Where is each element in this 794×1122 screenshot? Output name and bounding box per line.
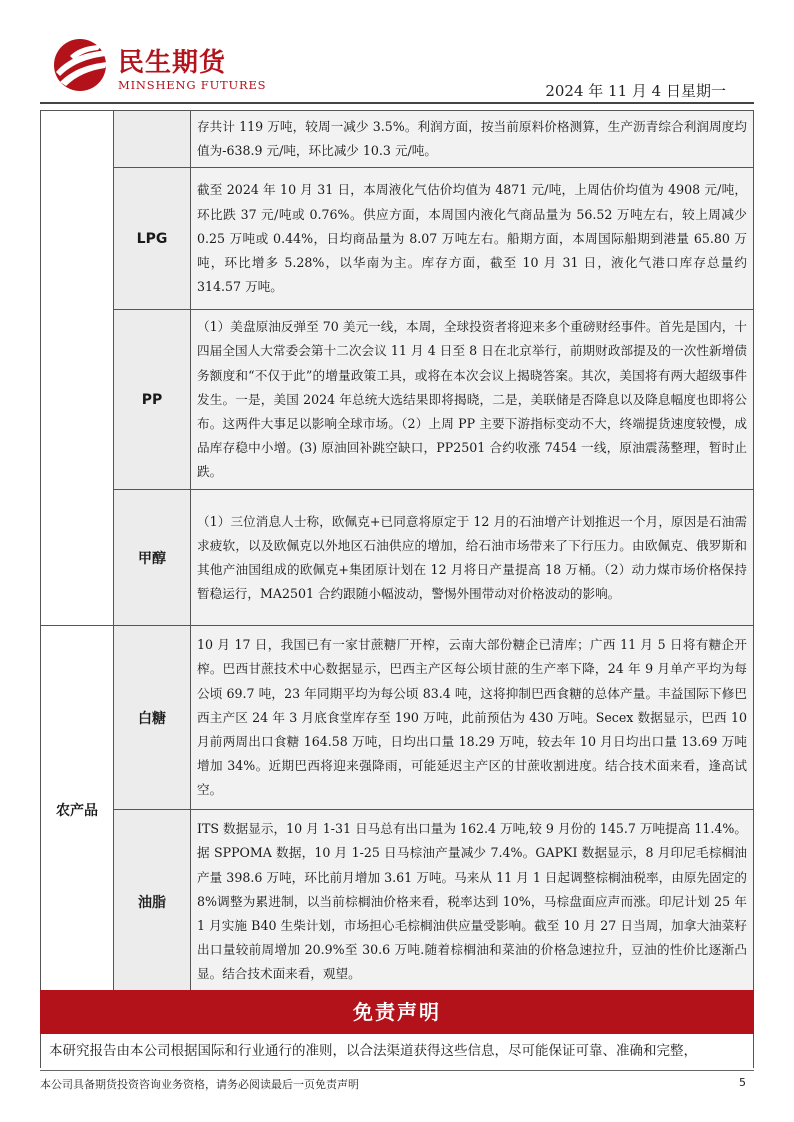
footer-divider <box>40 1070 754 1071</box>
header-divider <box>40 102 754 104</box>
category-cell <box>41 111 114 626</box>
footer-note: 本公司具备期货投资咨询业务资格，请务必阅读最后一页免责声明 <box>40 1078 359 1091</box>
page-header <box>0 0 794 104</box>
commentary-cell <box>191 810 754 994</box>
table-row <box>41 490 754 626</box>
report-date: 2024 年 11 月 4 日星期一 <box>545 82 726 100</box>
disclaimer-title: 免责声明 <box>40 990 754 1034</box>
commentary-cell <box>191 490 754 626</box>
product-cell <box>114 111 191 168</box>
minsheng-logo-icon <box>50 36 112 92</box>
commentary-text: （1）美盘原油反弹至 70 美元一线，本周，全球投资者将迎来多个重磅财经事件。首先是国内，十四届全国人大常委会第十二次会议 11 月 4 日至 8 日在北京举行，前期财政部提及的一次性新增债务额度和“不仅于此”的增量政策工具，或将在本次会议上揭晓答案。其次，美国将有两大超级事件发生。一是，美国 2024 年总统大选结果即将揭晓，二是，美联储是否降息以及降息幅度也即将公布。这两件大事足以影响全球市场。（2）上周 PP 主要下游指标变动不大，终端提货速度较慢，成品库存稳中小增。(3) 原油回补跳空缺口，PP2501 合约收涨 7454 一线，原油震荡整理，暂时止跌。 <box>197 319 747 480</box>
table-row <box>41 168 754 310</box>
brand-name-en: MINSHENG FUTURES <box>118 78 267 92</box>
commentary-cell <box>191 626 754 810</box>
category-cell: 农产品 <box>41 626 114 994</box>
commentary-text: （1）三位消息人士称，欧佩克+已同意将原定于 12 月的石油增产计划推迟一个月，原因是石油需求疲软，以及欧佩克以外地区石油供应的增加，给石油市场带来了下行压力。由欧佩克、俄罗斯和其他产油国组成的欧佩克+集团原计划在 12 月将日产量提高 18 万桶。（2）动力煤市场价格保持暂稳运行，MA2501 合约跟随小幅波动，警惕外围带动对价格波动的影响。 <box>197 513 747 602</box>
commentary-text: 截至 2024 年 10 月 31 日，本周液化气估价均值为 4871 元/吨，上周估价均值为 4908 元/吨，环比跌 37 元/吨或 0.76%。供应方面，本周国内液化气商品量为 56.52 万吨左右，较上周减少 0.25 万吨或 0.44%，日均商品量为 8.07 万吨左右。船期方面，本周国际船期到港量 65.80 万吨，环比增多 5.28%，以华南为主。库存方面，截至 10 月 31 日，液化气港口库存总量约 314.57 万吨。 <box>197 182 747 295</box>
commentary-text: ITS 数据显示，10 月 1-31 日马总有出口量为 162.4 万吨,较 9 月份的 145.7 万吨提高 11.4%。据 SPPOMA 数据，10 月 1-25 日马棕油产量减少 7.4%。GAPKI 数据显示，8 月印尼毛棕榈油产量 398.6 万吨，环比前月增加 3.61 万吨。马来从 11 月 1 日起调整棕榈油税率，由原先固定的 8%调整为累进制，以当前棕榈油价格来看，税率达到 10%，马棕盘面应声而涨。印尼计划 25 年 1 月实施 B40 生柴计划，市场担心毛棕榈油供应量受影响。截至 10 月 27 日当周，加拿大油菜籽出口量较前周增加 20.9%至 30.6 万吨.随着棕榈油和菜油的价格急速拉升，豆油的性价比逐渐凸显。结合技术面来看，观望。 <box>197 821 747 982</box>
table-row <box>41 626 754 810</box>
product-cell: 油脂 <box>114 810 191 994</box>
brand-name-cn: 民生期货 <box>118 48 227 78</box>
commentary-cell <box>191 310 754 490</box>
product-cell: PP <box>114 310 191 490</box>
disclaimer-text: 本研究报告由本公司根据国际和行业通行的准则，以合法渠道获得这些信息，尽可能保证可靠、准确和完整， <box>40 1034 754 1068</box>
commentary-text: 10 月 17 日，我国已有一家甘蔗糖厂开榨，云南大部份糖企已清库；广西 11 月 5 日将有糖企开榨。巴西甘蔗技术中心数据显示，巴西主产区每公顷甘蔗的生产率下降，24 年 9 月单产平均为每公顷 69.7 吨，23 年同期平均为每公顷 83.4 吨，这将抑制巴西食糖的总体产量。丰益国际下修巴西主产区 24 年 3 月底食堂库存至 190 万吨，此前预估为 430 万吨。Secex 数据显示，巴西 10 月前两周出口食糖 164.58 万吨，日均出口量 18.29 万吨，较去年 10 月日均出口量 13.69 万吨增加 34%。近期巴西将迎来强降雨，可能延迟主产区的甘蔗收割进度。结合技术面来看，逢高试空。 <box>197 637 747 798</box>
table-row <box>41 810 754 994</box>
commentary-cell <box>191 111 754 168</box>
commentary-cell <box>191 168 754 310</box>
table-row <box>41 111 754 168</box>
product-cell: LPG <box>114 168 191 310</box>
page-number: 5 <box>739 1076 746 1089</box>
commentary-text: 存共计 119 万吨，较周一减少 3.5%。利润方面，按当前原料价格测算，生产沥青综合利润周度均值为-638.9 元/吨，环比减少 10.3 元/吨。 <box>197 119 747 159</box>
product-cell: 甲醇 <box>114 490 191 626</box>
table-row <box>41 310 754 490</box>
commodity-table <box>40 110 754 994</box>
product-cell: 白糖 <box>114 626 191 810</box>
